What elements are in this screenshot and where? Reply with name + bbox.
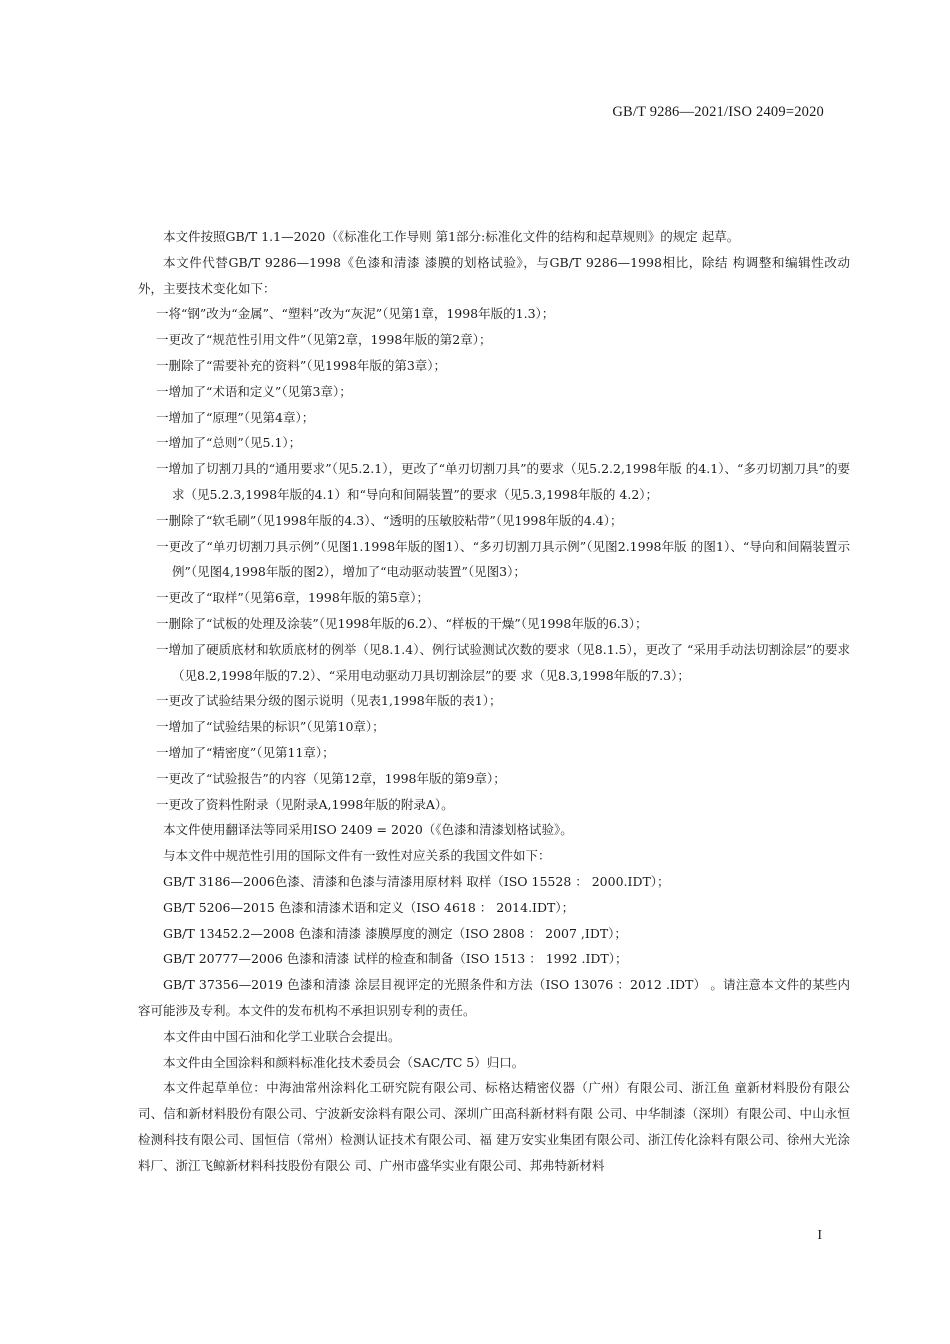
list-item: 一将“钢”改为“金属”、“塑料”改为“灰泥”（见第1章，1998年版的1.3）； [156, 306, 555, 322]
managed-by: 本文件由全国涂料和颜料标准化技术委员会（SAC/TC 5）归口。 [163, 1054, 525, 1070]
reference-item: GB/T 37356—2019 色漆和清漆 涂层目视评定的光照条件和方法（ISO 13076 ：2012 .IDT） 。请注意本文件的某些内容可能涉及专利。本文件的发布机构不承担识别专利的责任。 [138, 977, 850, 1018]
list-item: 一增加了硬质底材和软质底材的例举（见8.1.4）、例行试验测试次数的要求（见8.1.5），更改了 “采用手动法切割涂层”的要求（见8.2,1998年版的7.2）、“采用电动驱动刀具切割涂层”的要 求（见8.3,1998年版的7.3）； [156, 641, 850, 683]
drafting-units: 本文件起草单位：中海油常州涂料化工研究院有限公司、标格达精密仪器（广州）有限公司、浙江鱼 童新材料股份有限公司、信和新材料股份有限公司、宁波新安涂料有限公司、深圳广田高科新材料有限 公司、中华制漆（深圳）有限公司、中山永恒检测科技有限公司、国恒信（常州）检测认证技术有限公司、福 建万安实业集团有限公司、浙江传化涂料有限公司、徐州大光涂料厂、浙江飞鲸新材料科技股份有限公 司、广州市盛华实业有限公司、邦弗特新材料 [138, 1080, 850, 1173]
list-item: 一删除了“试板的处理及涂装”（见1998年版的6.2）、“样板的干燥”（见1998年版的6.3）； [156, 615, 648, 631]
proposed-by: 本文件由中国石油和化学工业联合会提出。 [163, 1028, 401, 1044]
paragraph: 本文件代替GB/T 9286—1998《色漆和清漆 漆膜的划格试验》，与GB/T 9286—1998相比，除结 构调整和编辑性改动外，主要技术变化如下： [138, 254, 850, 296]
list-item: 一增加了“试验结果的标识”（见第10章）； [156, 719, 385, 735]
foreword-body [138, 224, 850, 1178]
list-item: 一更改了“规范性引用文件”（见第2章，1998年版的第2章）； [156, 332, 492, 348]
reference-item: GB/T 5206—2015 色漆和清漆术语和定义（ISO 4618 ： 2014.IDT）； [163, 899, 575, 915]
reference-item: GB/T 13452.2—2008 色漆和清漆 漆膜厚度的测定（ISO 2808 ： 2007 ,IDT）； [163, 925, 627, 941]
list-item: 一更改了“试验报告”的内容（见第12章，1998年版的第9章）； [156, 770, 506, 786]
list-item: 一更改了“取样”（见第6章，1998年版的第5章）； [156, 590, 429, 606]
reference-item: GB/T 20777—2006 色漆和清漆 试样的检查和制备（ISO 1513 ： 1992 .IDT）； [163, 951, 628, 967]
references-intro: 与本文件中规范性引用的国际文件有一致性对应关系的我国文件如下： [163, 848, 551, 864]
list-item: 一增加了“原理”（见第4章）； [156, 409, 315, 425]
paragraph: 本文件按照GB/T 1.1—2020（《标准化工作导则 第1部分:标准化文件的结构和起草规则》的规定 起草。 [163, 229, 740, 244]
standard-code: GB/T 9286—2021/ISO 2409=2020 [612, 104, 824, 120]
list-item: 一删除了“需要补充的资料”（见1998年版的第3章）； [156, 357, 447, 373]
list-item: 一增加了“精密度”（见第11章）； [156, 744, 335, 760]
list-item: 一更改了资料性附录（见附录A,1998年版的附录A）。 [156, 796, 454, 812]
reference-item: GB/T 3186—2006色漆、清漆和色漆与清漆用原材料 取样（ISO 15528 ： 2000.IDT）； [163, 873, 670, 889]
adoption-statement: 本文件使用翻译法等同采用ISO 2409 = 2020（《色漆和清漆划格试验》。 [163, 822, 573, 838]
list-item: 一更改了试验结果分级的图示说明（见表1,1998年版的表1）； [156, 693, 502, 709]
page-number: I [817, 1228, 822, 1243]
list-item: 一增加了“总则”（见5.1）； [156, 435, 302, 451]
list-item: 一增加了“术语和定义”（见第3章）； [156, 383, 352, 399]
list-item: 一删除了“软毛刷”（见1998年版的4.3）、“透明的压敏胶粘带”（见1998年版的4.4）； [156, 512, 623, 528]
list-item: 一更改了“单刃切割刀具示例”（见图1.1998年版的图1）、“多刃切割刀具示例”（见图2.1998年版 的图1）、“导向和间隔装置示例”（见图4,1998年版的图2），增加了“电动驱动装置”（见图3）； [156, 538, 850, 580]
list-item: 一增加了切割刀具的“通用要求”（见5.2.1），更改了“单刃切割刀具”的要求（见5.2.2,1998年版 的4.1）、“多刃切割刀具”的要求（见5.2.3,1998年版的4.1）和“导向和间隔装置”的要求（见5.3,1998年版的 4.2）； [156, 461, 850, 502]
